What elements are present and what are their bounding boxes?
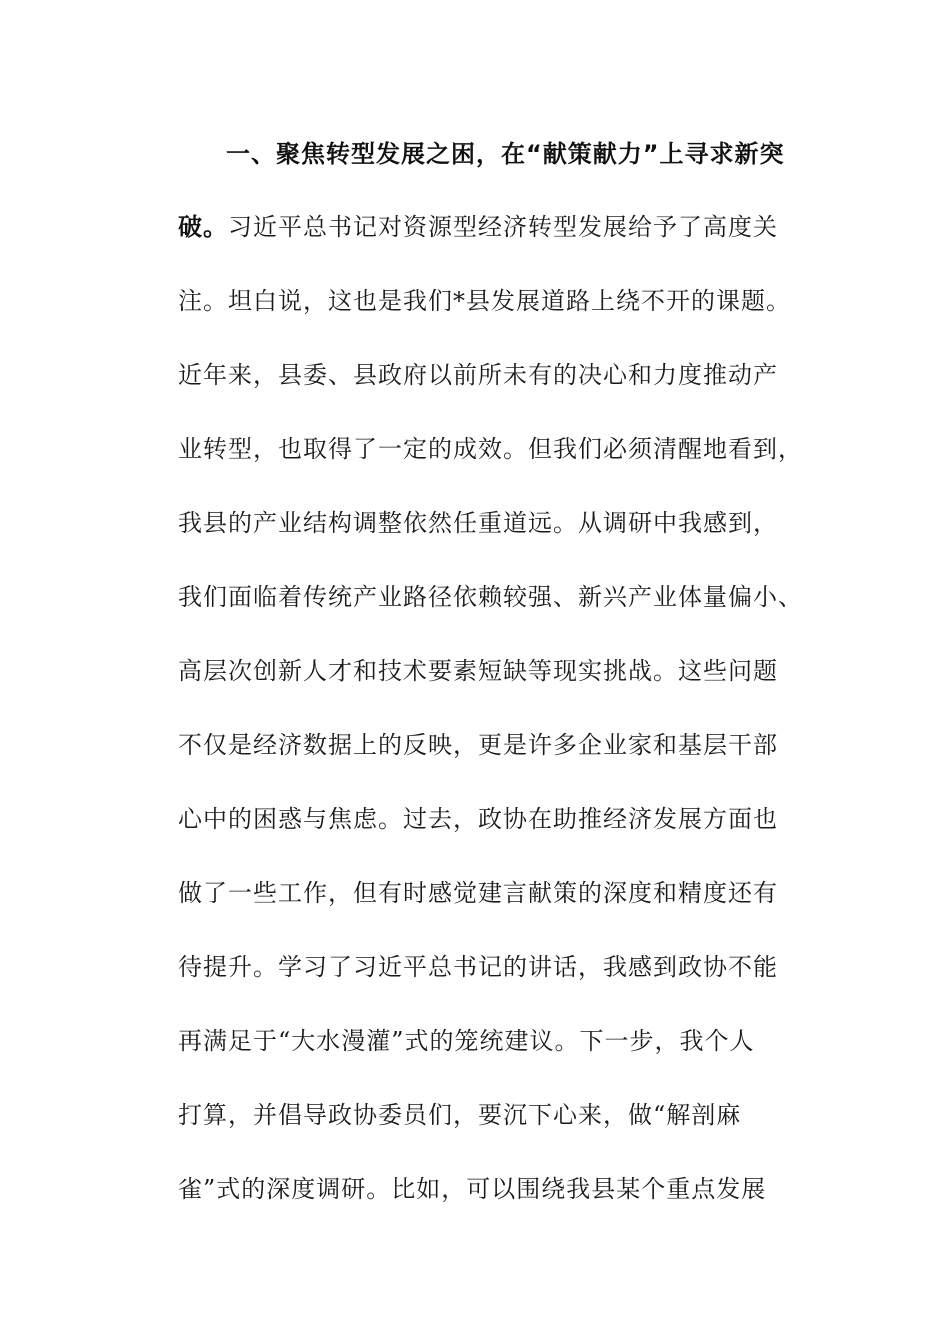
text-line: 做了一些工作，但有时感觉建言献策的深度和精度还有	[178, 879, 778, 907]
text-line: 不仅是经济数据上的反映，更是许多企业家和基层干部	[178, 731, 778, 759]
text-line: 我们面临着传统产业路径依赖较强、新兴产业体量偏小、	[178, 583, 803, 611]
text-line: 我县的产业结构调整依然任重道远。从调研中我感到，	[178, 509, 778, 537]
text-line: 打算，并倡导政协委员们，要沉下心来，做“解剖麻	[178, 1101, 742, 1129]
text-line: 注。坦白说，这也是我们*县发展道路上绕不开的课题。	[178, 287, 791, 315]
text-line: 雀”式的深度调研。比如，可以围绕我县某个重点发展	[178, 1175, 767, 1203]
text-line: 待提升。学习了习近平总书记的讲话，我感到政协不能	[178, 953, 778, 981]
text-line: 业转型，也取得了一定的成效。但我们必须清醒地看到，	[178, 435, 803, 463]
text-line: 近年来，县委、县政府以前所未有的决心和力度推动产	[178, 361, 778, 389]
text-line: 高层次创新人才和技术要素短缺等现实挑战。这些问题	[178, 657, 778, 685]
section-heading-end: 破。	[178, 213, 228, 241]
section-heading: 一、聚焦转型发展之困，在“献策献力”上寻求新突	[226, 140, 785, 168]
text-line	[178, 207, 838, 247]
text-line-content: 习近平总书记对资源型经济转型发展给予了高度关	[228, 213, 778, 241]
text-line: 心中的困惑与焦虑。过去，政协在助推经济发展方面也	[178, 805, 778, 833]
text-line: 再满足于“大水漫灌”式的笼统建议。下一步，我个人	[178, 1027, 755, 1055]
